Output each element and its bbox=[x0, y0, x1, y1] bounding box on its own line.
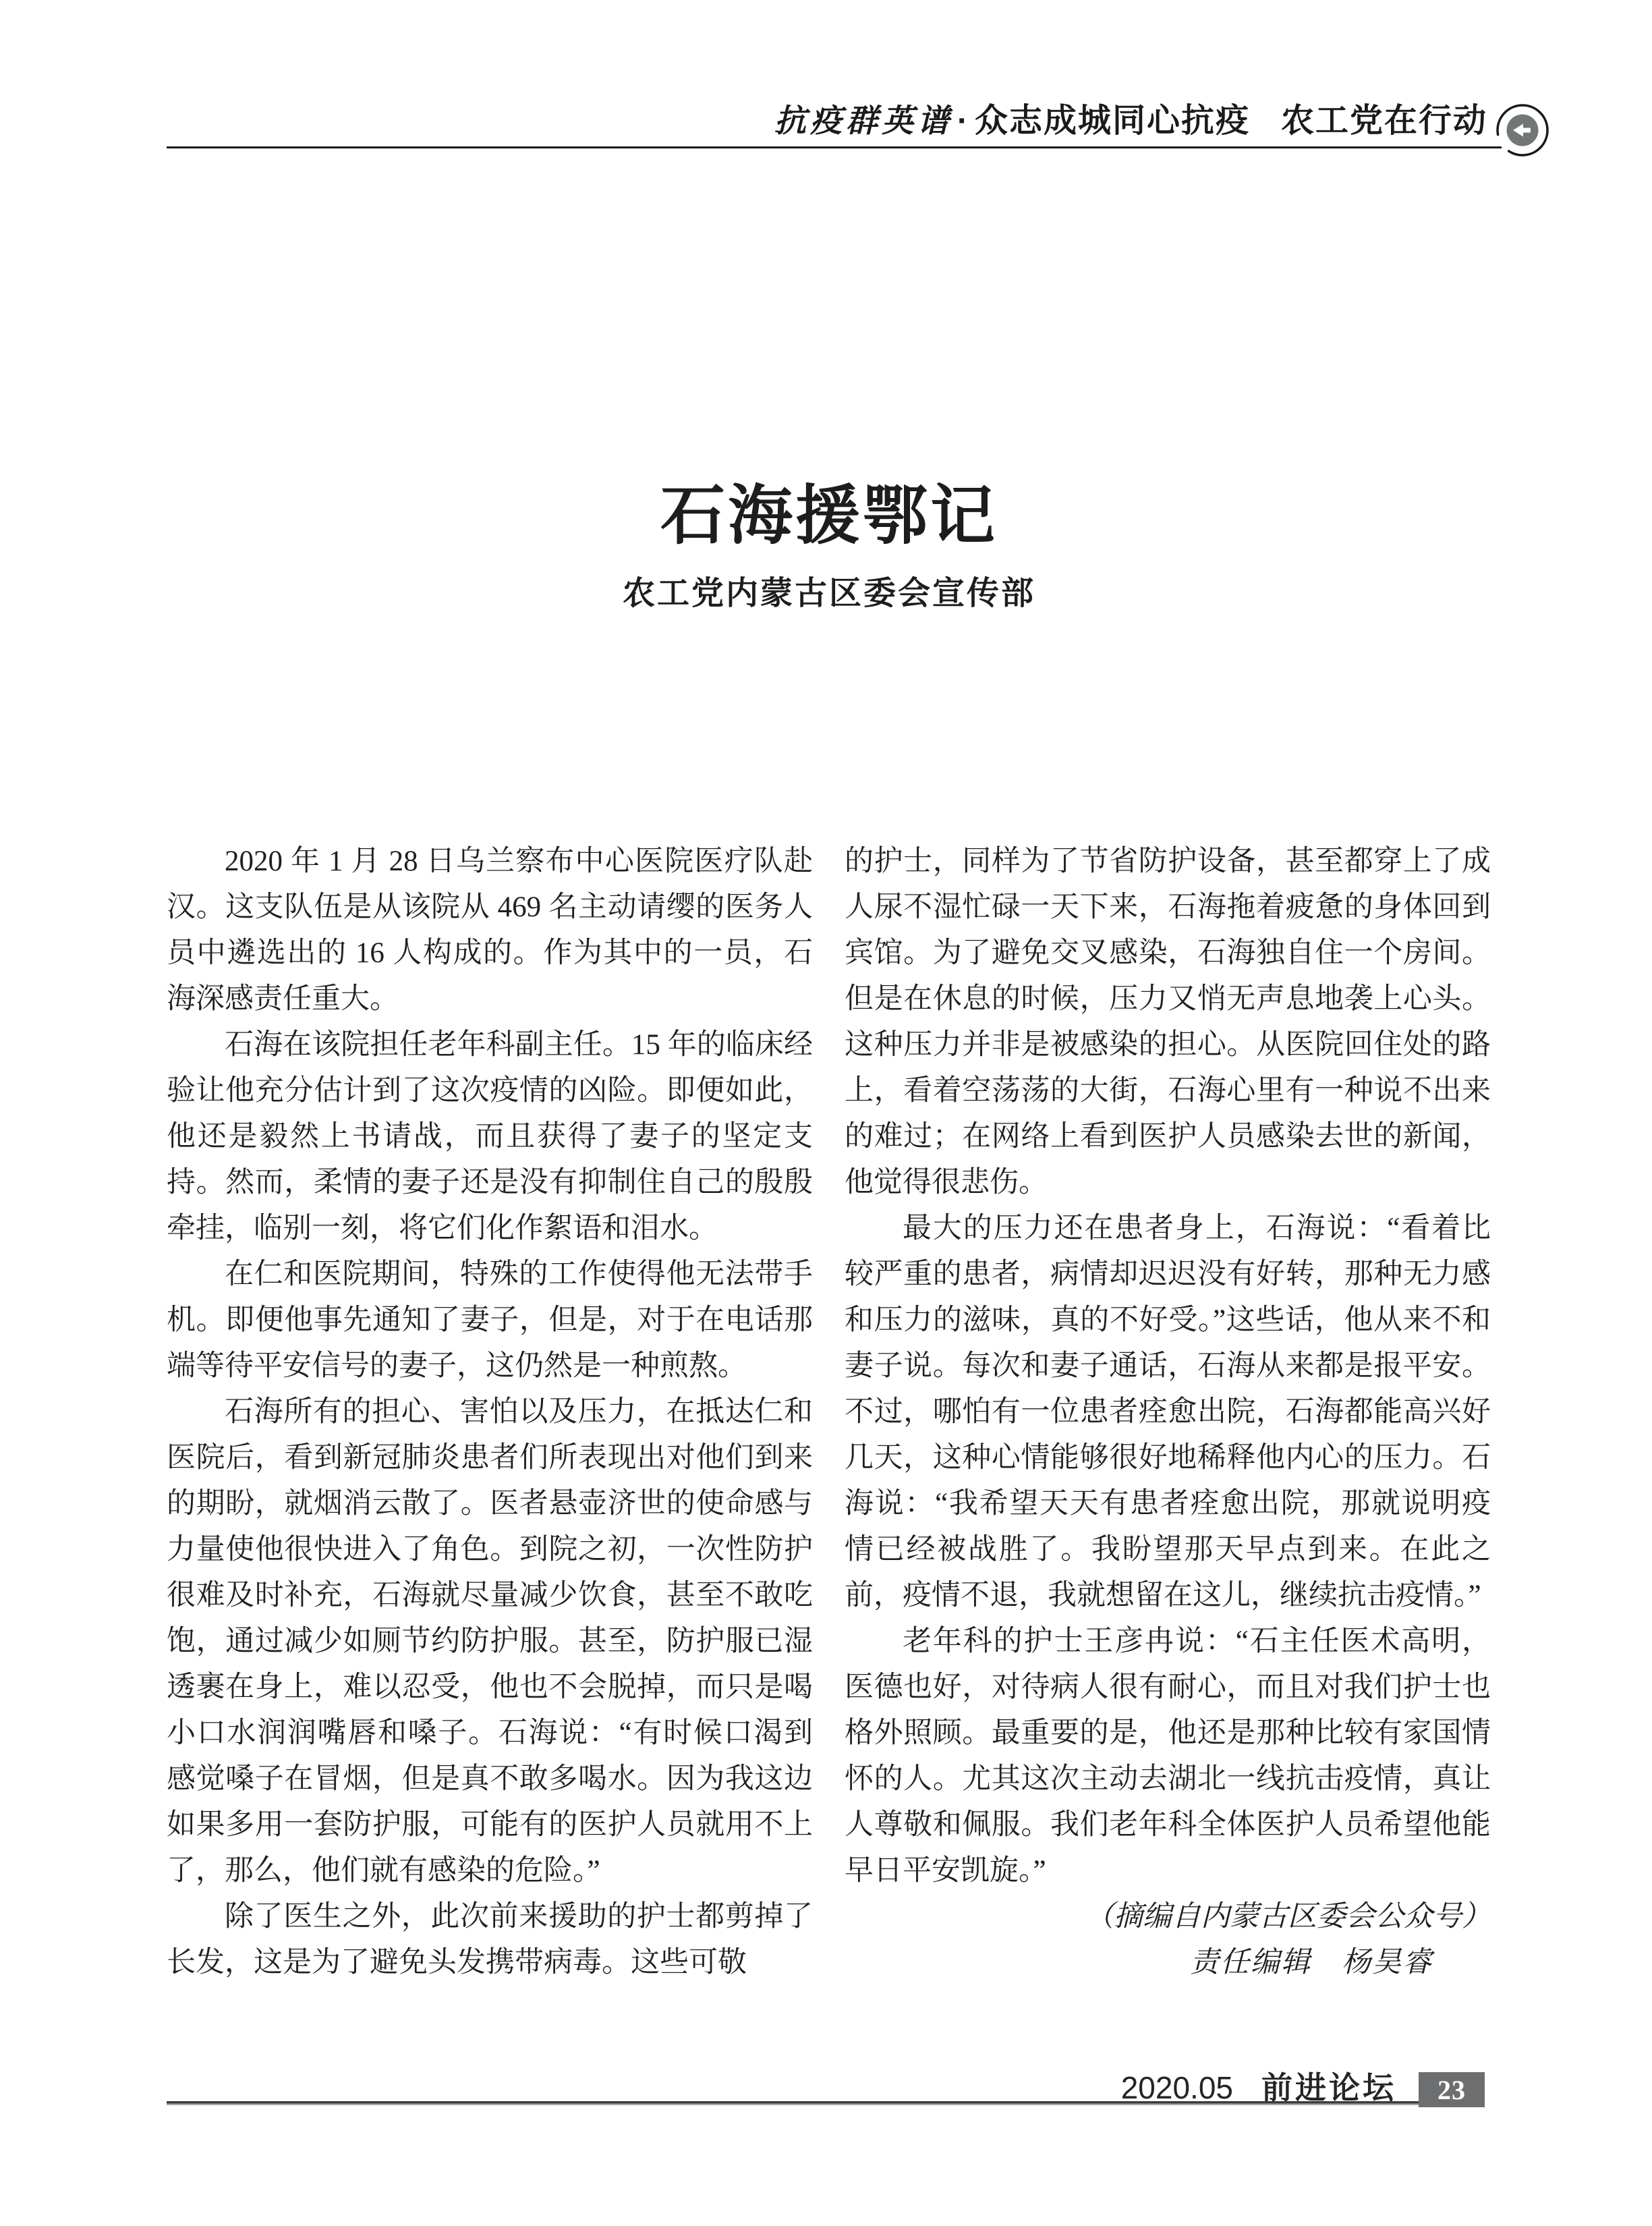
header-rule bbox=[167, 146, 1502, 148]
footer-issue: 2020.05 bbox=[1120, 2070, 1233, 2105]
header-campaign: 农工党在行动 bbox=[1280, 103, 1487, 139]
body-paragraph: 石海在该院担任老年科副主任。15 年的临床经验让他充分估计到了这次疫情的凶险。即便如此，他还是毅然上书请战，而且获得了妻子的坚定支持。然而，柔情的妻子还是没有抑制住自己的殷殷牵挂，临别一刻，将它们化作絮语和泪水。 bbox=[167, 1029, 813, 1244]
page-header bbox=[167, 94, 1487, 148]
body-paragraph: 的护士，同样为了节省防护设备，甚至都穿上了成人尿不湿忙碌一天下来，石海拖着疲惫的身体回到宾馆。为了避免交叉感染，石海独自住一个房间。但是在休息的时候，压力又悄无声息地袭上心头。这种压力并非是被感染的担心。从医院回住处的路上，看着空荡荡的大街，石海心里有一种说不出来的难过；在网络上看到医护人员感染去世的新闻，他觉得很悲伤。 bbox=[845, 845, 1491, 1198]
body-paragraph: 最大的压力还在患者身上，石海说：“看着比较严重的患者，病情却迟迟没有好转，那种无力感和压力的滋味，真的不好受。”这些话，他从来不和妻子说。每次和妻子通话，石海从来都是报平安。不过，哪怕有一位患者痊愈出院，石海都能高兴好几天，这种心情能够很好地稀释他内心的压力。石海说：“我希望天天有患者痊愈出院，那就说明疫情已经被战胜了。我盼望那天早点到来。在此之前，疫情不退，我就想留在这儿，继续抗击疫情。” bbox=[845, 1213, 1491, 1611]
article-column-left bbox=[167, 839, 813, 1986]
body-paragraph: 石海所有的担心、害怕以及压力，在抵达仁和医院后，看到新冠肺炎患者们所表现出对他们到来的期盼，就烟消云散了。医者悬壶济世的使命感与力量使他很快进入了角色。到院之初，一次性防护很难及时补充，石海就尽量减少饮食，甚至不敢吃饱，通过减少如厕节约防护服。甚至，防护服已湿透裹在身上，难以忍受，他也不会脱掉，而只是喝小口水润润嘴唇和嗓子。石海说：“有时候口渴到感觉嗓子在冒烟，但是真不敢多喝水。因为我这边如果多用一套防护服，可能有的医护人员就用不上了，那么，他们就有感染的危险。” bbox=[167, 1396, 813, 1887]
header-theme: 众志成城同心抗疫 bbox=[974, 103, 1250, 139]
body-paragraph: 老年科的护士王彦冉说：“石主任医术高明，医德也好，对待病人很有耐心，而且对我们护士也格外照顾。最重要的是，他还是那种比较有家国情怀的人。尤其这次主动去湖北一线抗击疫情，真让人尊敬和佩服。我们老年科全体医护人员希望他能早日平安凯旋。” bbox=[845, 1625, 1491, 1887]
circle-left-arrow-icon bbox=[1484, 94, 1561, 166]
footer-journal-name: 前进论坛 bbox=[1261, 2071, 1396, 2105]
header-separator: · bbox=[957, 103, 968, 139]
page-number-box bbox=[1419, 2072, 1485, 2107]
article-column-right bbox=[845, 839, 1491, 1986]
article-title: 石海援鄂记 bbox=[660, 480, 998, 552]
article-author: 农工党内蒙古区委会宣传部 bbox=[622, 576, 1035, 611]
page-number: 23 bbox=[1437, 2074, 1466, 2105]
header-series-label: 抗疫群英谱 bbox=[774, 104, 953, 139]
body-paragraph: 在仁和医院期间，特殊的工作使得他无法带手机。即便他事先通知了妻子，但是，对于在电话那端等待平安信号的妻子，这仍然是一种煎熬。 bbox=[167, 1258, 813, 1382]
footer-imprint bbox=[167, 2063, 1396, 2105]
source-note: （摘编自内蒙古区委会公众号） bbox=[1085, 1901, 1491, 1932]
body-paragraph: 除了医生之外，此次前来援助的护士都剪掉了长发，这是为了避免头发携带病毒。这些可敬 bbox=[167, 1901, 813, 1978]
editor-credit: 责任编辑 杨昊睿 bbox=[1190, 1947, 1433, 1978]
body-paragraph: 2020 年 1 月 28 日乌兰察布中心医院医疗队赴汉。这支队伍是从该院从 469 名主动请缨的医务人员中遴选出的 16 人构成的。作为其中的一员，石海深感责任重大。 bbox=[167, 845, 813, 1015]
